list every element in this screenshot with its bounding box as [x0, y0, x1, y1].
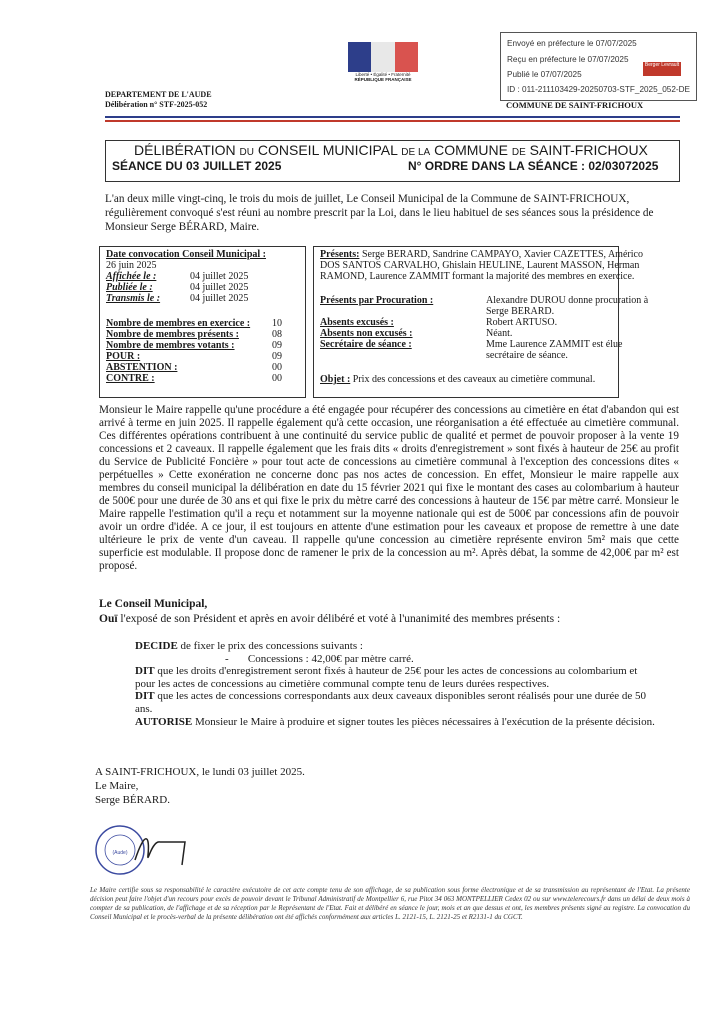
dit1-line	[135, 665, 655, 690]
ordre-number: N° ORDRE DANS LA SÉANCE : 02/03072025	[408, 159, 659, 173]
presents-text: Serge BERARD, Sandrine CAMPAYO, Xavier CAZETTES, Américo	[359, 249, 643, 260]
pour-value: 09	[272, 351, 282, 362]
legal-footer: Le Maire certifie sous sa responsabilité le caractère exécutoire de cet acte compte tenu de son affichage, de sa publication sous forme électronique et de sa transmission au représentant de l'Etat. La présente décision peut faire l'objet d'un recours pour excès de pouvoir devant le Tribunal Administratif de Montpellier 6, rue Pitot 34 063 MONTPELLIER Cedex 02 ou sur www.telerecours.fr dans un délai de deux mois à compter de sa publication, de l'affichage et de sa réception par le Représentant de l'Etat. Fait et délibéré en séance le jour, mois et an que dessus et ont, les membres présents signé au registre. La convocation du Conseil Municipal et le procès-verbal de la présente délibération ont été affichés conformément aux articles L. 2121-15, L. 2121-25 et R2131-1 du CGCT.	[90, 886, 690, 921]
decide-text: de fixer le prix des concessions suivants :	[177, 640, 363, 652]
procuration-line-1: Alexandre DUROU donne procuration à	[486, 295, 649, 306]
devise-text: Liberté • Égalité • Fraternité	[355, 72, 411, 77]
department-header	[105, 90, 212, 110]
stamp-id: ID : 011-211103429-20250703-STF_2025_052-DE	[507, 85, 690, 94]
secretaire-line-1: Mme Laurence ZAMMIT est élue	[486, 339, 623, 350]
seance-date: SÉANCE DU 03 JUILLET 2025	[112, 159, 282, 173]
transmis-label: Transmis le :	[106, 293, 161, 304]
oui-label: Ouï	[99, 613, 118, 625]
title-part: DÉLIBÉRATION	[134, 142, 240, 158]
presents-line-3: RAMOND, Laurence ZAMMIT formant la majorité des membres en exercice.	[320, 271, 635, 282]
dit2-line	[135, 690, 655, 715]
intro-paragraph: L'an deux mille vingt-cinq, le trois du mois de juillet, Le Conseil Municipal de la Commune de SAINT-FRICHOUX, régulièrement convoqué s'est réuni au nombre prescrit par la Loi, dans le lieu habituel de ses séances sous la présidence de Monsieur Serge BÉRARD, Maire.	[105, 193, 654, 233]
excuses-value: Robert ARTUSO.	[486, 317, 558, 328]
objet-label: Objet :	[320, 374, 351, 385]
commune-name: COMMUNE DE SAINT-FRICHOUX	[506, 100, 644, 110]
presents-count-value: 08	[272, 329, 282, 340]
marianne-logo	[348, 42, 418, 92]
deliberation-number: Délibération n° STF-2025-052	[105, 100, 208, 109]
publiee-value: 04 juillet 2025	[190, 282, 249, 293]
objet-text: Prix des concessions et des caveaux au cimetière communal.	[350, 374, 596, 385]
tricolor-flag-icon	[348, 42, 418, 72]
title-part: DE LA	[401, 147, 431, 158]
dit2-label: DIT	[135, 690, 155, 703]
publiee-label: Publiée le :	[106, 282, 153, 293]
attendance-box	[313, 246, 649, 398]
republique-text: RÉPUBLIQUE FRANÇAISE	[354, 77, 412, 82]
decisions-block	[135, 640, 655, 728]
handwritten-signature	[135, 839, 185, 865]
stamp-envoye: Envoyé en préfecture le 07/07/2025	[507, 39, 637, 48]
signatory-role: Le Maire,	[95, 780, 139, 792]
mairie-seal-icon	[90, 820, 200, 880]
title-part: COMMUNE	[430, 142, 512, 158]
objet-line	[320, 374, 595, 385]
contre-label: CONTRE :	[106, 373, 155, 384]
abstention-label: ABSTENTION :	[106, 362, 178, 373]
presents-line-2: DOS SANTOS CARVALHO, Ghislain HEULINE, Laurent MASSON, Herman	[320, 260, 640, 271]
exercice-value: 10	[272, 318, 282, 329]
prefecture-stamp	[500, 32, 697, 101]
dit1-text: que les droits d'enregistrement seront fixés à hauteur de 25€ pour les actes de concessions au colombarium et pour les actes de concessions au cimetière communal compte tenu de leurs durées respectives.	[135, 665, 638, 690]
presents-count-label: Nombre de membres présents :	[106, 329, 239, 340]
date-convocation-value: 26 juin 2025	[106, 260, 157, 271]
secretaire-line-2: secrétaire de séance.	[486, 350, 568, 361]
non-excuses-value: Néant.	[486, 328, 513, 339]
secretaire-label: Secrétaire de séance :	[320, 339, 412, 350]
presents-line-1	[320, 249, 643, 260]
title-part: CONSEIL MUNICIPAL	[254, 142, 402, 158]
title-box	[105, 140, 680, 182]
convocation-box	[99, 246, 306, 398]
date-convocation-label: Date convocation Conseil Municipal :	[106, 249, 266, 260]
title-part: SAINT-FRICHOUX	[525, 142, 648, 158]
seal-sub-text: (Aude)	[112, 850, 128, 856]
exercice-label: Nombre de membres en exercice :	[106, 318, 251, 329]
dit1-label: DIT	[135, 665, 155, 678]
signatory-name: Serge BÉRARD.	[95, 794, 170, 806]
affichee-label: Affichée le :	[106, 271, 157, 282]
non-excuses-label: Absents non excusés :	[320, 328, 413, 339]
divider-blue	[105, 116, 680, 118]
autorise-line	[135, 716, 655, 729]
decide-line	[135, 640, 655, 653]
concessions-line: - Concessions : 42,00€ par mètre carré.	[225, 652, 414, 665]
body-paragraph: Monsieur le Maire rappelle qu'une procédure a été engagée pour récupérer des concessions au cimetière en état d'abandon qui est arrivé à terme en juin 2025. Il rappelle également qu'à cette occasion, une réorganisation a été effectuée au cimetière communal. Ces différentes opérations contribuent à une continuité du service public de qualité et permet de pouvoir proposer à la vente 19 concessions et 2 caveaux. Il rappelle également que les frais dits « droits d'enregistrement » sont fixés à hauteur de 25€ au profit du Service de Publicité Foncière » pour tout acte de concessions au cimetière communal à l'exception des concessions dites « perpétuelles » Cette exonération ne concerne donc pas nos actes de concession. En effet, Monsieur le maire rappelle aux membres du conseil municipal la délibération en date du 15 février 2021 qui fixe le montant des cases au colombarium à hauteur de 500€ pour une durée de 30 ans et qui fixe le prix du mètre carré des concessions à hauteur de 15€ par mètre carré. Monsieur le Maire rappelle l'estimation qu'il a reçu et notamment sur la moyenne nationale qui est de 500€ par concessions afin de pouvoir avoir un ordre d'idée. A ce jour, il est toujours en attente d'une estimation pour les caveaux et propose de remettre à une date ultérieure le prix de vente d'un caveau. Il rappelle qu'une concession au cimetière représente environ 5m² mais que cette superficie est modulable. Il propose donc de ramener le prix de la concession au m². Après débat, la somme de 42,00€ par m² est proposé.	[99, 404, 679, 572]
stamp-recu: Reçu en préfecture le 07/07/2025	[507, 55, 629, 64]
autorise-label: AUTORISE	[135, 715, 193, 728]
pour-label: POUR :	[106, 351, 141, 362]
dit2-text: que les actes de concessions correspondants aux deux caveaux disponibles seront réalisés pour une durée de 50 ans.	[135, 690, 647, 715]
excuses-label: Absents excusés :	[320, 317, 394, 328]
abstention-value: 00	[272, 362, 282, 373]
department-name: DEPARTEMENT DE L'AUDE	[105, 90, 212, 99]
contre-value: 00	[272, 373, 282, 384]
title-part: DU	[239, 147, 254, 158]
decide-label: DECIDE	[135, 640, 178, 652]
oui-text: l'exposé de son Président et après en avoir délibéré et voté à l'unanimité des membres présents :	[117, 613, 561, 625]
procuration-line-2: Serge BERARD.	[486, 306, 555, 317]
oui-line	[99, 613, 560, 625]
place-date: A SAINT-FRICHOUX, le lundi 03 juillet 2025.	[95, 766, 305, 778]
concessions-text: Concessions : 42,00€ par mètre carré.	[247, 652, 414, 665]
affichee-value: 04 juillet 2025	[190, 271, 249, 282]
signature-block	[95, 765, 305, 807]
autorise-text: Monsieur le Maire à produire et signer toutes les pièces nécessaires à l'exécution de la présente décision.	[192, 715, 655, 728]
page-title	[134, 142, 648, 158]
divider-red	[105, 120, 680, 122]
presents-label: Présents:	[320, 249, 360, 260]
votants-value: 09	[272, 340, 282, 351]
procuration-label: Présents par Procuration :	[320, 295, 434, 306]
stamp-publie: Publié le 07/07/2025	[507, 70, 582, 79]
conseil-heading: Le Conseil Municipal,	[99, 598, 208, 610]
votants-label: Nombre de membres votants :	[106, 340, 235, 351]
title-part: DE	[511, 147, 526, 158]
transmis-value: 04 juillet 2025	[190, 293, 249, 304]
berger-levrault-logo: Berger Levrault	[643, 62, 681, 76]
